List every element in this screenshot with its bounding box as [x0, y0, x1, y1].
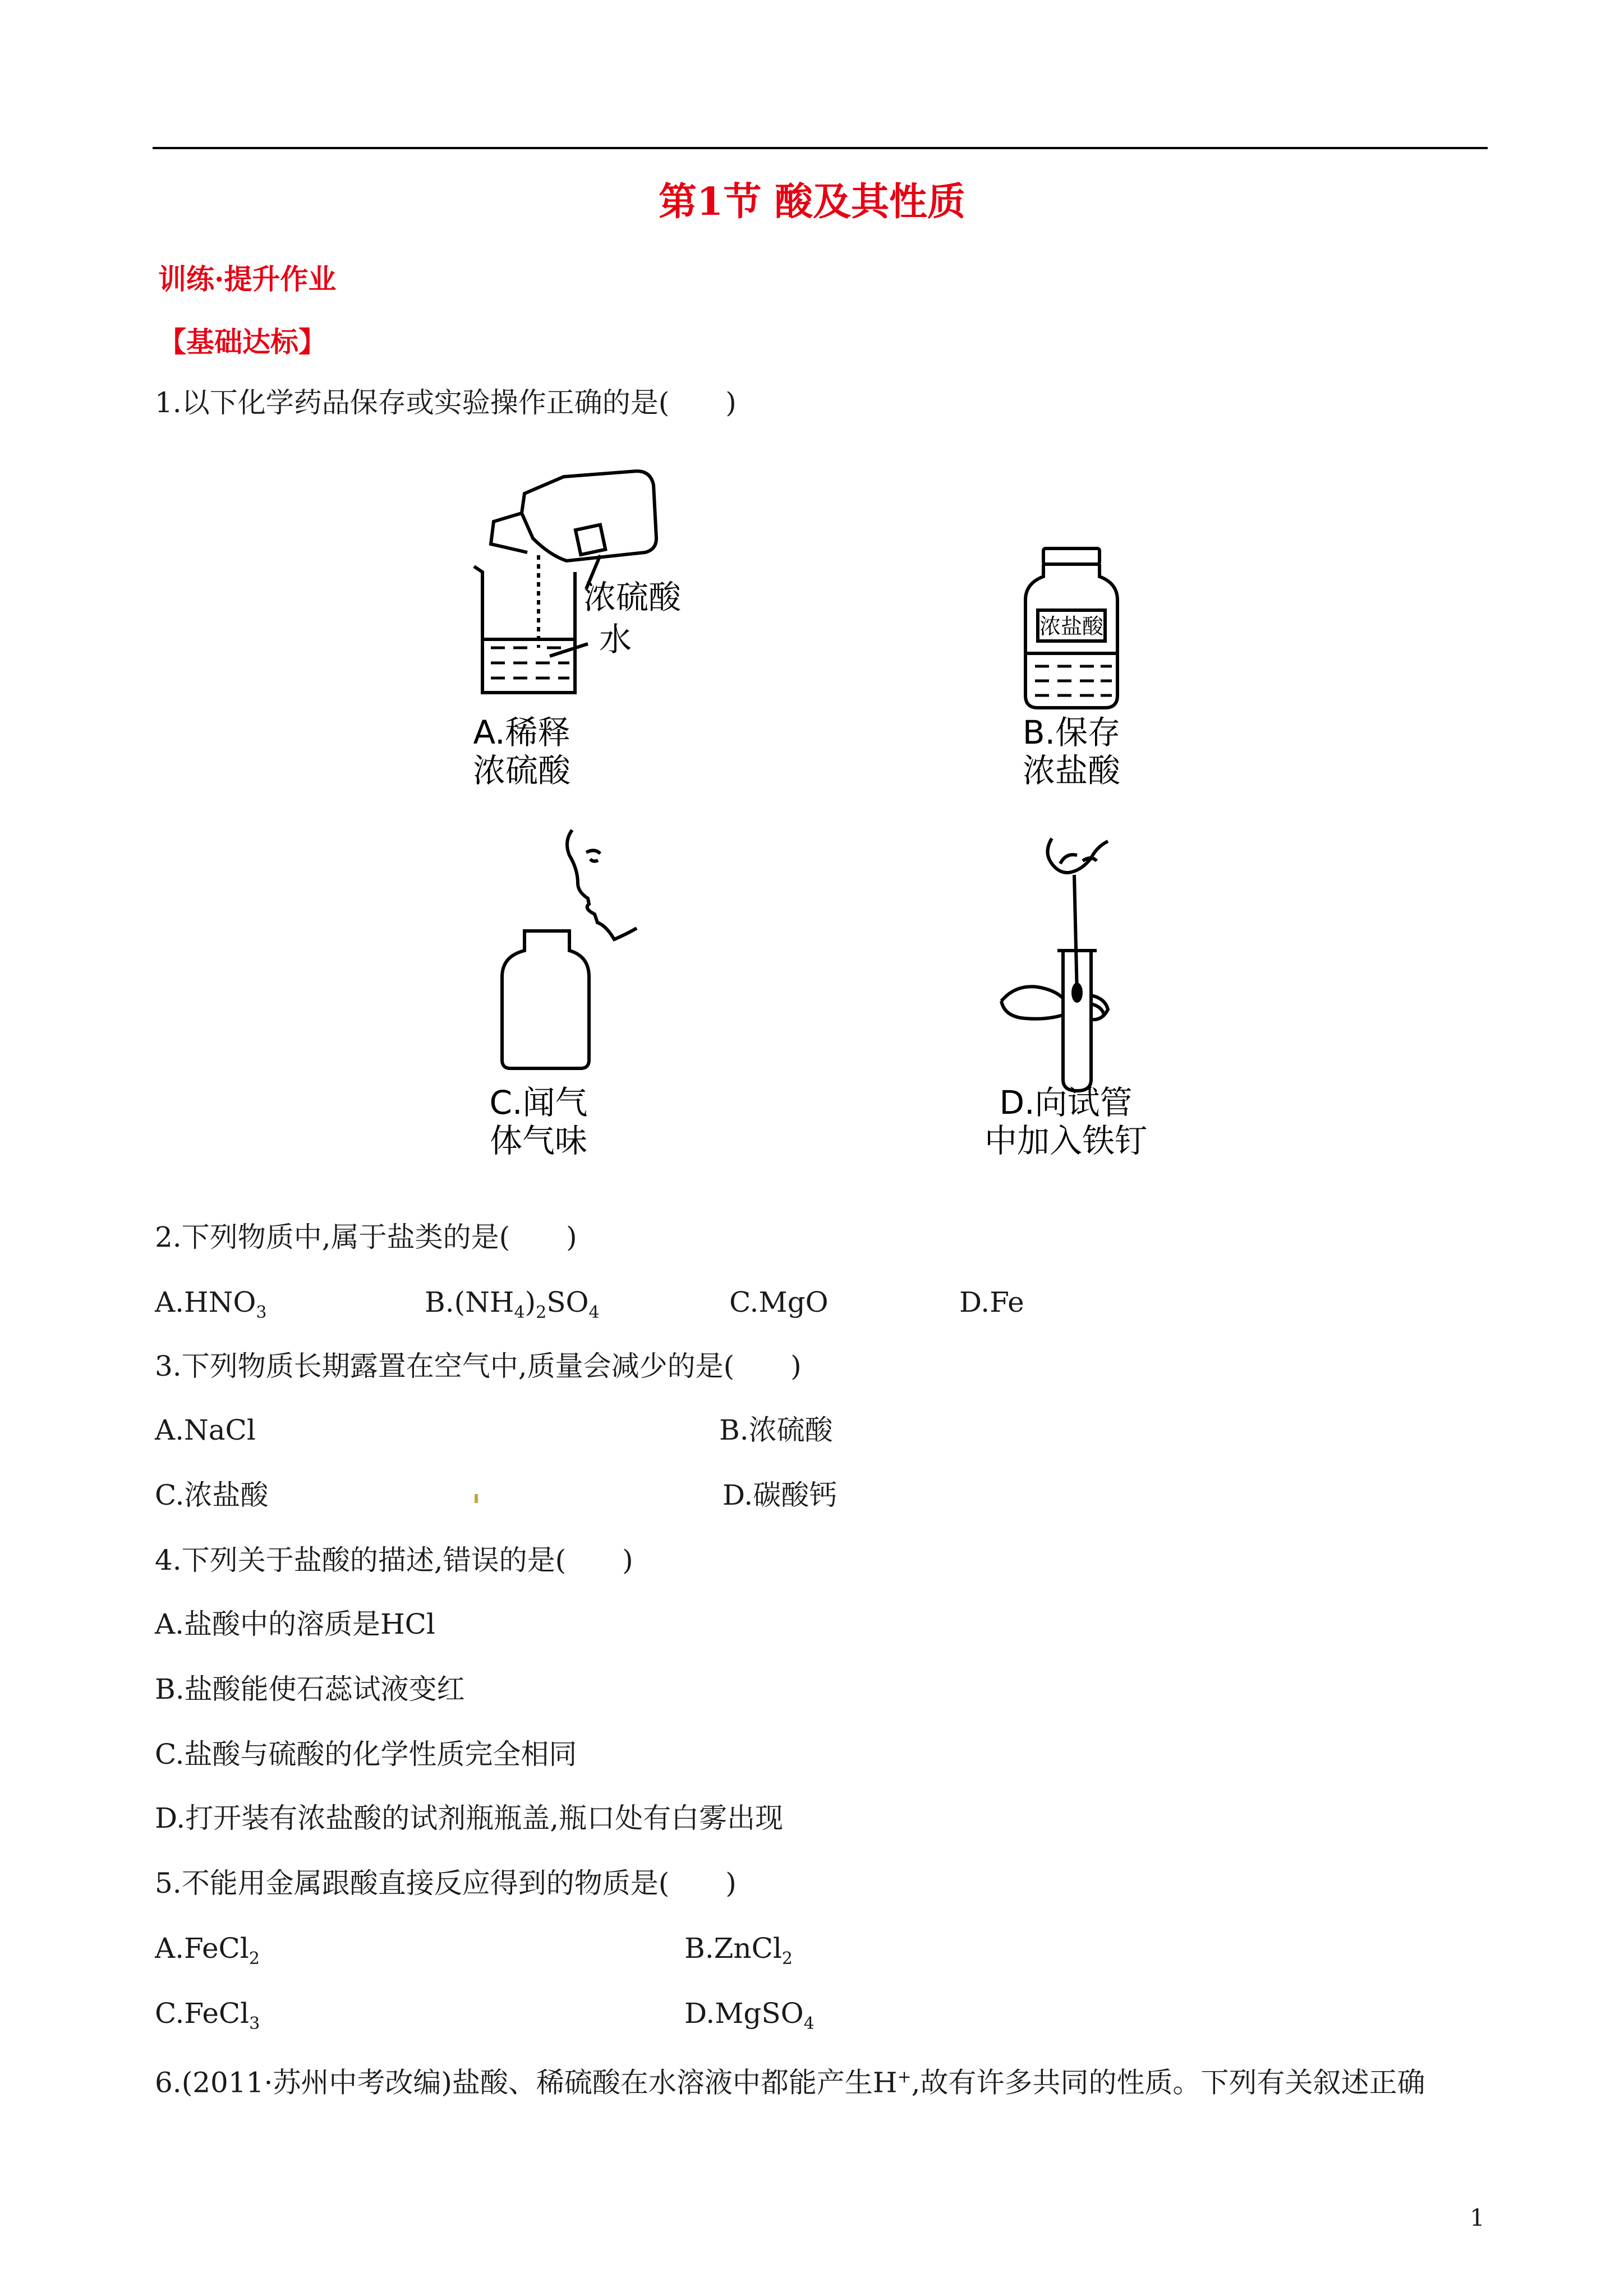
- q1-stem: 1.以下化学药品保存或实验操作正确的是( ): [155, 386, 737, 419]
- q5-option-b: B.ZnCl$_2$: [684, 1932, 793, 1968]
- q5-stem: 5.不能用金属跟酸直接反应得到的物质是( ): [155, 1867, 737, 1899]
- figure-d-caption: [970, 1084, 1161, 1160]
- q4-option-b: B.盐酸能使石蕊试液变红: [155, 1673, 465, 1705]
- q2-option-c: C.MgO: [729, 1286, 829, 1318]
- figure-a-callout-water: 水: [599, 620, 632, 658]
- section-heading: 训练·提升作业: [158, 262, 337, 296]
- q2-stem: 2.下列物质中,属于盐类的是( ): [155, 1221, 577, 1253]
- q3-stem: 3.下列物质长期露置在空气中,质量会减少的是( ): [155, 1350, 802, 1382]
- q2-option-b: $B.(NH_4)_2SO_4$: [425, 1286, 600, 1322]
- q5-option-c: C.FeCl$_3$: [155, 1997, 260, 2034]
- q3-option-b: B.浓硫酸: [719, 1414, 833, 1446]
- subsection-heading: 【基础达标】: [158, 325, 326, 358]
- page-title: 第1节 酸及其性质: [659, 179, 965, 224]
- figure-a-callout-acid: 浓硫酸: [583, 578, 682, 616]
- q2-option-d: D.Fe: [959, 1286, 1024, 1318]
- figure-c-smell-gas: [494, 830, 645, 1077]
- figure-b-caption: [999, 713, 1144, 790]
- q5-option-a: A.FeCl$_2$: [155, 1932, 260, 1968]
- figure-a-caption-line1: A.稀释: [473, 713, 571, 751]
- figure-d-caption-line1: D.向试管: [999, 1084, 1133, 1122]
- figure-c-caption: [466, 1084, 611, 1160]
- q4-option-a: A.盐酸中的溶质是HCl: [155, 1608, 435, 1640]
- figure-a-dilute-acid: [466, 460, 701, 707]
- q2-option-a: $A.HNO_3$: [155, 1286, 267, 1322]
- q4-stem: 4.下列关于盐酸的描述,错误的是( ): [155, 1544, 633, 1576]
- figure-d-test-tube-nail: [999, 830, 1133, 1094]
- figure-c-caption-line1: C.闻气: [489, 1084, 588, 1122]
- figure-b-caption-line1: B.保存: [1022, 713, 1121, 751]
- q4-option-c: C.盐酸与硫酸的化学性质完全相同: [155, 1738, 577, 1771]
- q3-option-a: A.NaCl: [155, 1414, 256, 1446]
- q3-option-c: C.浓盐酸: [155, 1479, 269, 1511]
- q3-option-d: D.碳酸钙: [723, 1479, 838, 1511]
- figure-c-caption-line2: 体气味: [489, 1122, 587, 1160]
- figure-b-reagent-bottle: [1021, 544, 1122, 712]
- figure-b-bottle-label: 浓盐酸: [1039, 614, 1104, 639]
- header-rule: [153, 147, 1488, 149]
- figure-d-caption-line2: 中加入铁钉: [984, 1122, 1147, 1160]
- q5-option-d: D.MgSO$_4$: [684, 1997, 815, 2034]
- figure-a-caption: [449, 713, 595, 790]
- figure-a-caption-line2: 浓硫酸: [472, 751, 571, 790]
- stray-mark: [475, 1494, 478, 1503]
- figure-b-caption-line2: 浓盐酸: [1022, 751, 1120, 790]
- page-number: 1: [1470, 2204, 1485, 2232]
- q4-option-d: D.打开装有浓盐酸的试剂瓶瓶盖,瓶口处有白雾出现: [155, 1802, 784, 1834]
- q6-stem: 6.(2011·苏州中考改编)盐酸、稀硫酸在水溶液中都能产生H+,故有许多共同的性质。下列有关叙述正确: [155, 2066, 1425, 2099]
